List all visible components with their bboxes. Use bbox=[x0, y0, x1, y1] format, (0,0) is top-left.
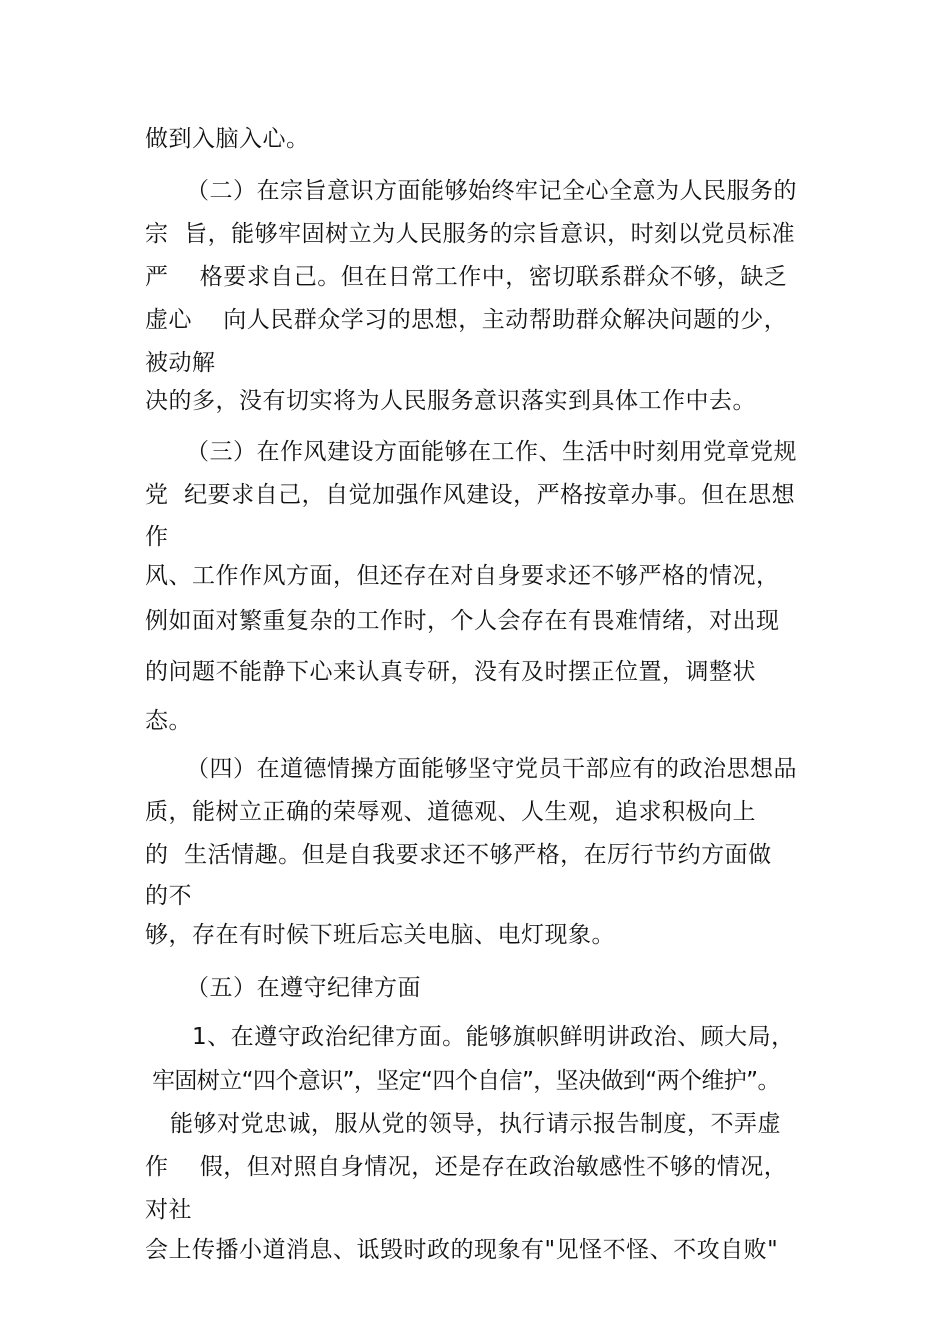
text-line-19: 够，存在有时候下班后忘关电脑、电灯现象。 bbox=[145, 922, 615, 948]
text-line-6: 被动解 bbox=[145, 350, 216, 376]
text-line-10: 作 bbox=[145, 524, 169, 550]
text-line-7: 决的多，没有切实将为人民服务意识落实到具体工作中去。 bbox=[145, 388, 756, 414]
text-line-12: 例如面对繁重复杂的工作时，个人会存在有畏难情绪，对出现 bbox=[145, 608, 780, 634]
text-line-14: 态。 bbox=[145, 708, 192, 734]
text-line-1: 做到入脑入心。 bbox=[145, 126, 310, 152]
text-line-18: 的不 bbox=[145, 883, 192, 909]
text-line-9: 党 纪要求自己，自觉加强作风建设，严格按章办事。但在思想 bbox=[145, 482, 796, 508]
text-line-25: 对社 bbox=[145, 1197, 192, 1223]
text-line-23: 能够对党忠诚，服从党的领导，执行请示报告制度，不弄虚 bbox=[170, 1111, 781, 1137]
text-line-26: 会上传播小道消息、诋毁时政的现象有"见怪不怪、不攻自败" bbox=[145, 1237, 779, 1263]
paragraph-heading-4: （四）在道德情操方面能够坚守党员干部应有的政治思想品 bbox=[186, 756, 797, 782]
text-line-16: 质，能树立正确的荣辱观、道德观、人生观，追求积极向上 bbox=[145, 799, 756, 825]
text-line-3: 宗 旨，能够牢固树立为人民服务的宗旨意识，时刻以党员标准 bbox=[145, 221, 796, 247]
paragraph-heading-3: （三）在作风建设方面能够在工作、生活中时刻用党章党规 bbox=[186, 439, 797, 465]
paragraph-heading-5: （五）在遵守纪律方面 bbox=[186, 975, 421, 1001]
text-line-17: 的 生活情趣。但是自我要求还不够严格，在厉行节约方面做 bbox=[145, 842, 772, 868]
text-line-24: 作 假，但对照自身情况，还是存在政治敏感性不够的情况， bbox=[145, 1154, 788, 1180]
text-line-4: 严 格要求自己。但在日常工作中，密切联系群众不够，缺乏 bbox=[145, 264, 788, 290]
text-line-22: 牢固树立“四个意识”，坚定“四个自信”，坚决做到“两个维护”。 bbox=[152, 1068, 780, 1094]
text-line-13: 的问题不能静下心来认真专研，没有及时摆正位置，调整状 bbox=[145, 659, 756, 685]
text-line-11: 风、工作作风方面，但还存在对自身要求还不够严格的情况， bbox=[145, 563, 780, 589]
text-line-5: 虚心 向人民群众学习的思想，主动帮助群众解决问题的少， bbox=[145, 307, 788, 333]
text-line-21: 1、在遵守政治纪律方面。能够旗帜鲜明讲政治、顾大局， bbox=[192, 1024, 795, 1050]
paragraph-heading-2: （二）在宗旨意识方面能够始终牢记全心全意为人民服务的 bbox=[186, 178, 797, 204]
